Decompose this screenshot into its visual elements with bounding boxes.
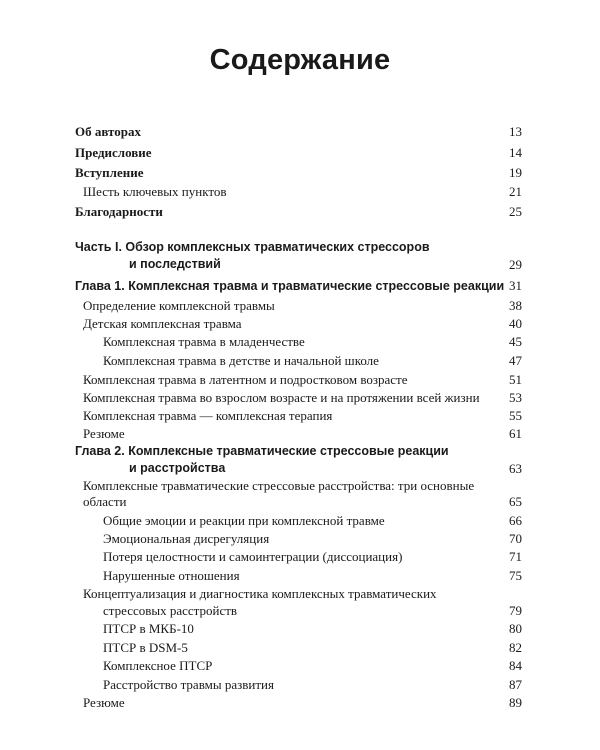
toc-entry: Расстройство травмы развития: [103, 677, 274, 692]
toc-entry-introduction: Вступление: [75, 165, 144, 180]
toc-entry-authors: Об авторах: [75, 124, 142, 139]
toc-page-number: 79: [509, 603, 522, 618]
toc-page-number: 65: [509, 494, 522, 509]
toc-entry: ПТСР в МКБ-10: [103, 621, 194, 636]
toc-entry-six-key-points: Шесть ключевых пунктов: [83, 184, 227, 199]
toc-entry-continued: области: [83, 494, 127, 509]
toc-page-number: 70: [509, 531, 522, 546]
toc-page-number: 89: [509, 695, 522, 710]
toc-page-number: 82: [509, 640, 522, 655]
toc-entry: Комплексная травма в младенчестве: [103, 334, 305, 349]
toc-page-number: 31: [509, 278, 522, 293]
toc-page-number: 84: [509, 658, 522, 673]
toc-entry: Определение комплексной травмы: [83, 298, 275, 313]
toc-entry: Нарушенные отношения: [103, 568, 240, 583]
toc-page-number: 63: [509, 461, 522, 476]
toc-page-number: 80: [509, 621, 522, 636]
toc-page-number: 47: [509, 353, 522, 368]
toc-entry: Комплексное ПТСР: [103, 658, 213, 673]
toc-entry: Комплексная травма в латентном и подростковом возрасте: [83, 372, 408, 387]
toc-entry: Комплексная травма во взрослом возрасте и на протяжении всей жизни: [83, 390, 480, 405]
toc-entry-summary: Резюме: [83, 695, 125, 710]
toc-page-number: 40: [509, 316, 522, 331]
toc-page-number: 66: [509, 513, 522, 528]
toc-page-number: 25: [509, 204, 522, 219]
toc-page-number: 51: [509, 372, 522, 387]
toc-entry-chapter-2-continued: и расстройства: [129, 461, 226, 475]
toc-page-number: 14: [509, 145, 522, 160]
toc-page-number: 55: [509, 408, 522, 423]
toc-entry-acknowledgements: Благодарности: [75, 204, 163, 219]
page-title: Содержание: [209, 44, 391, 76]
toc-entry-summary: Резюме: [83, 426, 125, 441]
toc-page-number: 75: [509, 568, 522, 583]
toc-page-number: 71: [509, 549, 522, 564]
toc-entry-foreword: Предисловие: [75, 145, 152, 160]
toc-entry: Детская комплексная травма: [83, 316, 242, 331]
toc-page-number: 19: [509, 165, 522, 180]
toc-page-number: 53: [509, 390, 522, 405]
toc-entry: Комплексные травматические стрессовые расстройства: три основные: [83, 478, 475, 493]
toc-page-number: 13: [509, 124, 522, 139]
toc-page-number: 38: [509, 298, 522, 313]
toc-entry-chapter-2: Глава 2. Комплексные травматические стрессовые реакции: [75, 444, 449, 458]
toc-page-number: 29: [509, 257, 522, 272]
toc-entry: Эмоциональная дисрегуляция: [103, 531, 270, 546]
toc-entry: Общие эмоции и реакции при комплексной травме: [103, 513, 385, 528]
toc-entry: Комплексная травма — комплексная терапия: [83, 408, 333, 423]
toc-entry: Комплексная травма в детстве и начальной школе: [103, 353, 379, 368]
toc-entry-chapter-1: Глава 1. Комплексная травма и травматические стрессовые реакции: [75, 279, 505, 293]
toc-entry-part-1: Часть I. Обзор комплексных травматических стрессоров: [75, 240, 430, 254]
toc-entry: ПТСР в DSM-5: [103, 640, 188, 655]
toc-entry-continued: стрессовых расстройств: [103, 603, 238, 618]
toc-page-number: 21: [509, 184, 522, 199]
toc-entry: Концептуализация и диагностика комплексных травматических: [83, 586, 437, 601]
toc-entry: Потеря целостности и самоинтеграции (диссоциация): [103, 549, 403, 564]
toc-page-number: 87: [509, 677, 522, 692]
toc-entry-part-1-continued: и последствий: [129, 257, 221, 271]
toc-page-number: 45: [509, 334, 522, 349]
toc-page-number: 61: [509, 426, 522, 441]
